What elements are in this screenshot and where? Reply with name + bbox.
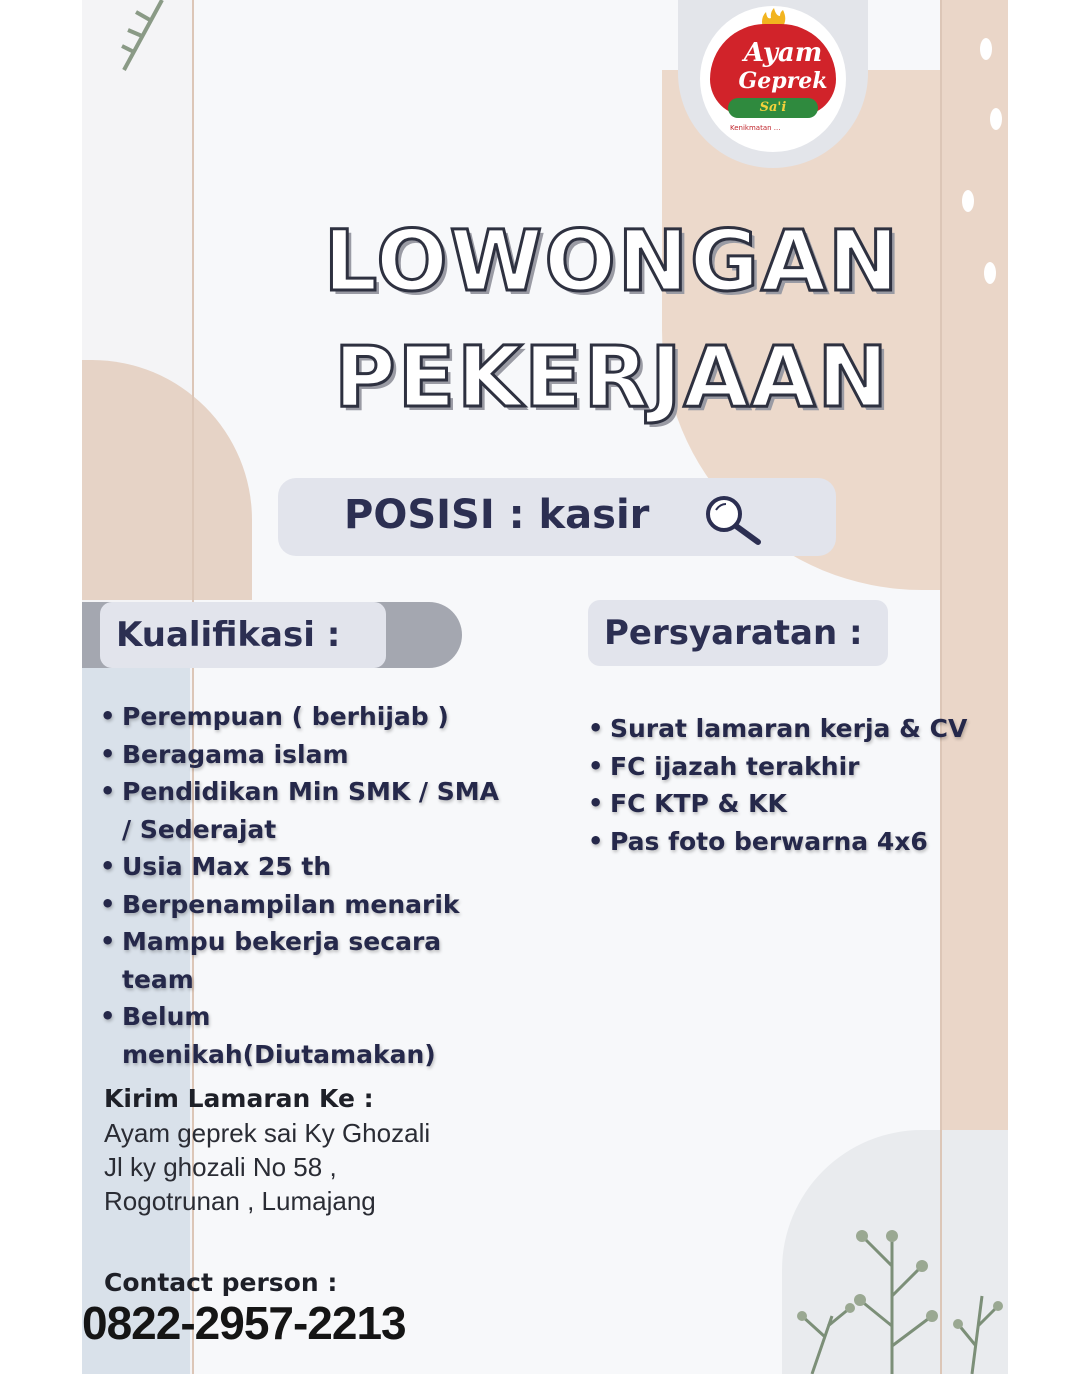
contact-title: Contact person :	[104, 1268, 338, 1297]
contact-phone: 0822-2957-2213	[82, 1297, 406, 1349]
position-text: POSISI : kasir	[344, 492, 650, 538]
logo-brand-line2: Geprek	[738, 68, 828, 94]
headline-line1: LOWONGAN	[323, 212, 901, 310]
list-item: • FC ijazah terakhir	[588, 748, 988, 786]
decorative-dot	[980, 38, 992, 60]
list-item: • Surat lamaran kerja & CV	[588, 710, 988, 748]
decorative-line	[940, 0, 942, 1374]
decorative-dot	[984, 262, 996, 284]
list-item: • FC KTP & KK	[588, 785, 988, 823]
list-item: • Berpenampilan menarik	[100, 886, 520, 924]
application-title: Kirim Lamaran Ke :	[104, 1084, 374, 1113]
logo-brand-line3: Sa'i	[728, 98, 818, 118]
position-box	[278, 478, 836, 556]
list-item: • Perempuan ( berhijab )	[100, 698, 520, 736]
plant-leaves-icon	[772, 1196, 1008, 1374]
application-address-line1: Ayam geprek sai Ky Ghozali	[104, 1118, 431, 1148]
logo-brand-line1: Ayam	[743, 38, 823, 68]
list-item: • Usia Max 25 th	[100, 848, 520, 886]
list-item: • Belum menikah(Diutamakan)	[100, 998, 422, 1073]
list-item: • Pas foto berwarna 4x6	[588, 823, 988, 861]
qualifications-list	[100, 698, 520, 1073]
logo-tagline: Kenikmatan ...	[730, 124, 781, 132]
application-address-line2: Jl ky ghozali No 58 ,	[104, 1152, 337, 1182]
requirements-list	[588, 710, 988, 860]
list-item: • Mampu bekerja secara team	[100, 923, 520, 998]
list-item: • Beragama islam	[100, 736, 520, 774]
decorative-dot	[962, 190, 974, 212]
plant-sprig-icon	[102, 0, 172, 80]
application-address-line3: Rogotrunan , Lumajang	[104, 1186, 376, 1216]
requirements-heading: Persyaratan :	[588, 600, 888, 666]
job-poster	[82, 0, 1008, 1374]
logo	[700, 6, 846, 152]
list-item: • Pendidikan Min SMK / SMA / Sederajat	[100, 773, 502, 848]
decorative-dot	[990, 108, 1002, 130]
headline-line2: PEKERJAAN	[334, 328, 890, 426]
search-icon	[702, 492, 764, 546]
qualifications-heading: Kualifikasi :	[100, 602, 386, 668]
